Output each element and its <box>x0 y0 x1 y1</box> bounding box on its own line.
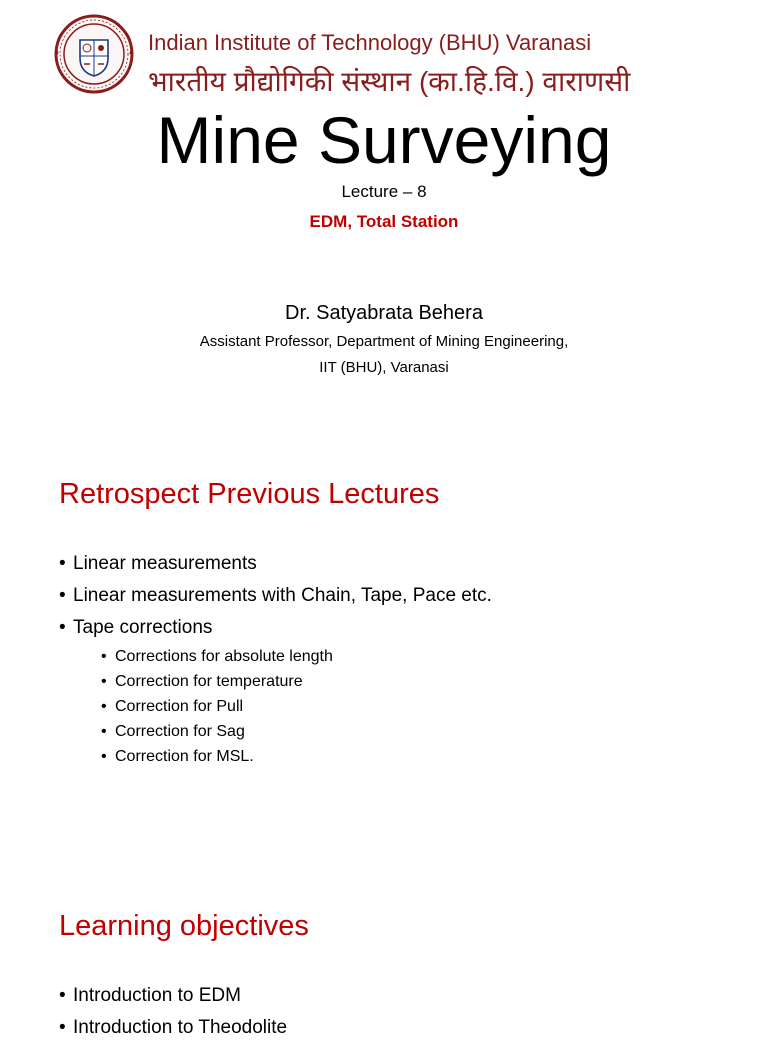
sub-bullet-item: • Correction for temperature <box>101 669 492 694</box>
sub-bullet-item: • Correction for Sag <box>101 719 492 744</box>
lecture-topic: EDM, Total Station <box>309 212 459 231</box>
retrospect-slide <box>0 432 768 852</box>
presentation-title: Mine Surveying <box>156 103 612 177</box>
author-affiliation-line1: Assistant Professor, Department of Mining Engineering, <box>199 333 569 350</box>
bullet-list <box>59 548 492 769</box>
bullet-item-with-subitems <box>59 612 492 769</box>
institute-name-english: Indian Institute of Technology (BHU) Varanasi <box>148 30 592 55</box>
bullet-item: • Linear measurements with Chain, Tape, Pace etc. <box>59 580 492 612</box>
title-slide <box>0 0 768 420</box>
institute-header <box>52 12 652 102</box>
sub-bullet-item: • Correction for MSL. <box>101 744 492 769</box>
bullet-item: • Introduction to Theodolite <box>59 1012 287 1044</box>
iit-bhu-logo <box>52 12 136 98</box>
learning-objectives-slide <box>0 864 768 1038</box>
slide-heading: Retrospect Previous Lectures <box>59 478 440 510</box>
sub-bullet-item: • Correction for Pull <box>101 694 492 719</box>
bullet-item: • Linear measurements <box>59 548 492 580</box>
author-affiliation-line2: IIT (BHU), Varanasi <box>319 359 449 376</box>
institute-name-hindi: भारतीय प्रौद्योगिकी संस्थान (का.हि.वि.) वाराणसी <box>148 66 631 97</box>
sub-bullet-item: • Corrections for absolute length <box>101 644 492 669</box>
bullet-list <box>59 980 287 1044</box>
author-name: Dr. Satyabrata Behera <box>285 302 483 324</box>
lecture-number: Lecture – 8 <box>341 182 427 201</box>
sub-bullet-list <box>73 644 492 769</box>
bullet-item: • Introduction to EDM <box>59 980 287 1012</box>
bullet-item-label: Tape corrections <box>73 617 213 638</box>
slide-heading: Learning objectives <box>59 910 309 942</box>
